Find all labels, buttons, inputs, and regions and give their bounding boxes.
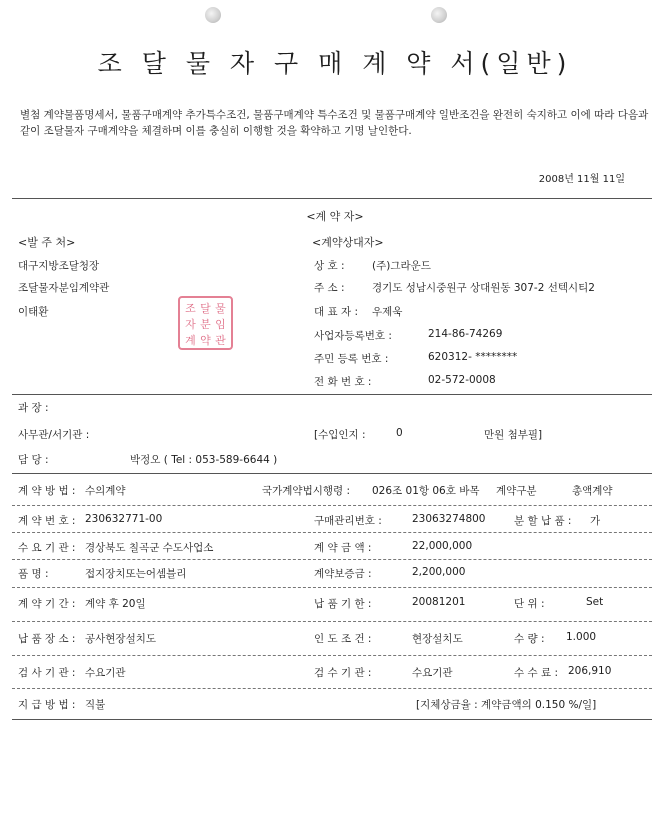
row-divider-7 [12,688,652,689]
fee-label: 수 수 료 : [514,667,558,679]
unit-value: Set [586,596,604,608]
deposit-value: 2,200,000 [412,566,466,578]
purchase-no-value: 23063274800 [412,513,486,525]
method-value: 수의계약 [85,485,126,497]
delivery-value: 현장설치도 [412,633,463,645]
manager-label: 담 당 : [18,454,49,466]
clerk-label: 사무관/서기관 : [18,429,90,441]
orderer-header: <발 주 처> [18,236,76,249]
item-label: 품 명 : [18,568,49,580]
bizno-value: 214-86-74269 [428,328,503,340]
address-value: 경기도 성남시중원구 상대원동 307-2 선텍시티2 [372,282,595,294]
demand-org-label: 수 요 기 관 : [18,542,76,554]
divider-top [12,198,652,199]
counterparty-header: <계약상대자> [312,236,384,249]
category-label: 계약구분 [496,485,537,497]
contract-no-value: 230632771-00 [85,513,163,525]
company-label: 상 호 : [314,260,345,272]
rrn-value: 620312- ******** [428,351,518,363]
amount-value: 22,000,000 [412,540,473,552]
orderer-name: 이태환 [18,306,49,318]
row-divider-1 [12,505,652,506]
period-value: 계약 후 20일 [85,598,146,610]
category-value: 총액계약 [572,485,613,497]
qty-label: 수 량 : [514,633,545,645]
contract-no-label: 계 약 번 호 : [18,515,76,527]
row-divider-6 [12,655,652,656]
contractor-header: <계 약 자> [306,210,364,223]
delivery-label: 인 도 조 건 : [314,633,372,645]
divider-officials [12,394,652,395]
place-label: 납 품 장 소 : [18,633,76,645]
payment-value: 직불 [85,699,106,711]
penalty-rate: [지체상금율 : 계약금액의 0.150 %/일] [416,699,597,711]
divider-details [12,473,652,474]
amount-label: 계 약 금 액 : [314,542,372,554]
receive-label: 검 수 기 관 : [314,667,372,679]
deadline-label: 납 품 기 한 : [314,598,372,610]
official-seal: 조 달 물 자 분 임 계 약 관 [178,296,233,350]
row-divider-5 [12,621,652,622]
place-value: 공사현장설치도 [85,633,157,645]
rep-label: 대 표 자 : [314,306,358,318]
law-value: 026조 01항 06호 바목 [372,485,480,497]
section-chief-label: 과 장 : [18,402,49,414]
divider-bottom [12,719,652,720]
document-title: 조 달 물 자 구 매 계 약 서(일반) [97,49,573,78]
deadline-value: 20081201 [412,596,466,608]
split-value: 가 [590,515,601,527]
contract-date: 2008년 11월 11일 [538,174,625,185]
intro-paragraph: 별첨 계약물품명세서, 물품구매계약 추가특수조건, 물품구매계약 특수조건 및 물품구매계약 일반조건을 완전히 숙지하고 이에 따라 다음과 같이 조달물자 구매계약을 체결하며 이를 충실히 이행할 것을 확약하고 기명 날인한다. [20,109,649,137]
fee-value: 206,910 [568,665,612,677]
payment-label: 지 급 방 법 : [18,699,76,711]
purchase-no-label: 구매관리번호 : [314,515,382,527]
split-label: 분 할 납 품 : [514,515,572,527]
revenue-stamp-value: 0 [396,427,403,439]
row-divider-3 [12,559,652,560]
method-label: 계 약 방 법 : [18,485,76,497]
revenue-stamp-label: [수입인지 : [314,429,366,441]
orderer-line2: 조달물자분임계약관 [18,282,110,294]
revenue-stamp-unit: 만원 첨부필] [484,429,543,441]
demand-org-value: 경상북도 칠곡군 수도사업소 [85,542,214,554]
phone-label: 전 화 번 호 : [314,376,372,388]
row-divider-4 [12,587,652,588]
orderer-line1: 대구지방조달청장 [18,260,100,272]
inspect-label: 검 사 기 관 : [18,667,76,679]
manager-value: 박정오 ( Tel : 053-589-6644 ) [130,454,278,466]
law-label: 국가계약법시행령 : [262,485,351,497]
bizno-label: 사업자등록번호 : [314,330,392,342]
row-divider-2 [12,532,652,533]
phone-value: 02-572-0008 [428,374,496,386]
item-value: 접지장치또는어셈블리 [85,568,187,580]
address-label: 주 소 : [314,282,345,294]
qty-value: 1.000 [566,631,597,643]
receive-value: 수요기관 [412,667,453,679]
period-label: 계 약 기 간 : [18,598,76,610]
inspect-value: 수요기관 [85,667,126,679]
rrn-label: 주민 등록 번호 : [314,353,389,365]
punch-hole-left [205,7,221,23]
rep-value: 우제욱 [372,306,403,318]
company-value: (주)그라운드 [372,260,431,272]
deposit-label: 계약보증금 : [314,568,372,580]
punch-hole-right [431,7,447,23]
unit-label: 단 위 : [514,598,545,610]
